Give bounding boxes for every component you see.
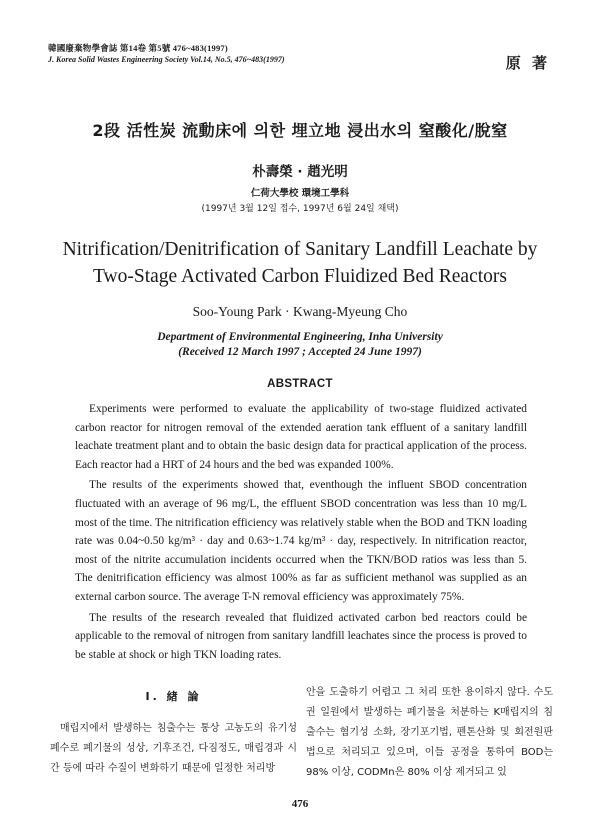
english-received-dates: (Received 12 March 1997 ; Accepted 24 June 1997) (178, 346, 422, 358)
body-column-left (50, 687, 297, 779)
abstract-paragraph: The results of the research revealed that fluidized activated carbon bed reactors could be applicable to the removal of nitrogen from sanitary landfill leachates since the process is proved to be stable at shock or high TKN loading rates. (75, 611, 527, 661)
english-title-line-2: Two-Stage Activated Carbon Fluidized Bed Reactors (93, 266, 507, 287)
korean-received-dates: (1997년 3월 12일 접수, 1997년 6월 24일 채택) (201, 204, 399, 214)
abstract-paragraph: Experiments were performed to evaluate the applicability of two-stage fluidized activated carbon reactor for nitrogen removal of the extended aeration tank effluent of a sanitary landfill leachate treatment plant and to obtain the basic design data for practical application of the process. Each reactor had a HRT of 24 hours and the bed was expanded 100%. (75, 403, 527, 471)
body-paragraph: 안을 도출하기 어렵고 그 처리 또한 용이하지 않다. 수도권 일원에서 발생하는 폐기물을 처분하는 K매립지의 침출수는 혐기성 소화, 장기포기법, 펜톤산화 및 회전원판법으로 처리되고 있으며, 이들 공정을 통하여 BOD는 98% 이상, CODMn은 80% 이상 제거되고 있 (306, 687, 553, 778)
english-affiliation-block (0, 330, 600, 360)
english-authors: Soo-Young Park · Kwang-Myeung Cho (192, 304, 408, 319)
body-column-right (306, 683, 553, 783)
abstract-body (75, 400, 527, 666)
journal-korean-line: 韓國廢棄物學會誌 第14卷 第5號 476~483(1997) (48, 43, 228, 53)
section-heading-introduction: I. 緖 論 (145, 690, 202, 703)
journal-header (48, 42, 285, 64)
abstract-paragraph: The results of the experiments showed that, eventhough the influent SBOD concentration fluctuated with an average of 96 mg/L, the effluent SBOD concentration was less than 10 mg/L most of the time. The nitrification efficiency was relatively stable when the BOD and TKN loading rate was 0.04~0.50 kg/m³ · day and 0.63~1.74 kg/m³ · day, respectively. In nitrification reactor, most of the nitrite accumulation incidents occurred when the TKN/BOD ratios was less than 5. The denitrification efficiency was almost 100% as far as sufficient methanol was supplied as an external carbon source. The average T-N removal efficiency was approximately 75%. (75, 479, 527, 603)
korean-affiliation: 仁荷大學校 環境工學科 (250, 188, 350, 199)
article-type-badge: 原 著 (505, 54, 550, 72)
english-title-line-1: Nitrification/Denitrification of Sanitary Landfill Leachate by (62, 239, 538, 260)
body-paragraph: 매립지에서 발생하는 침출수는 통상 고농도의 유기성 폐수로 폐기물의 성상, 기후조건, 다짐정도, 매립경과 시간 등에 따라 수질이 변화하기 때문에 일정한 처리방 (50, 723, 297, 774)
korean-authors: 朴壽榮 · 趙光明 (252, 164, 348, 180)
abstract-heading: ABSTRACT (267, 378, 333, 390)
english-affiliation: Department of Environmental Engineering, Inha University (157, 331, 443, 343)
journal-english-line: J. Korea Solid Wastes Engineering Society Vol.14, No.5, 476~483(1997) (48, 55, 285, 64)
page-number: 476 (291, 798, 309, 810)
korean-title: 2段 活性炭 流動床에 의한 埋立地 浸出水의 窒酸化/脫窒 (92, 121, 508, 140)
english-title (0, 236, 600, 290)
